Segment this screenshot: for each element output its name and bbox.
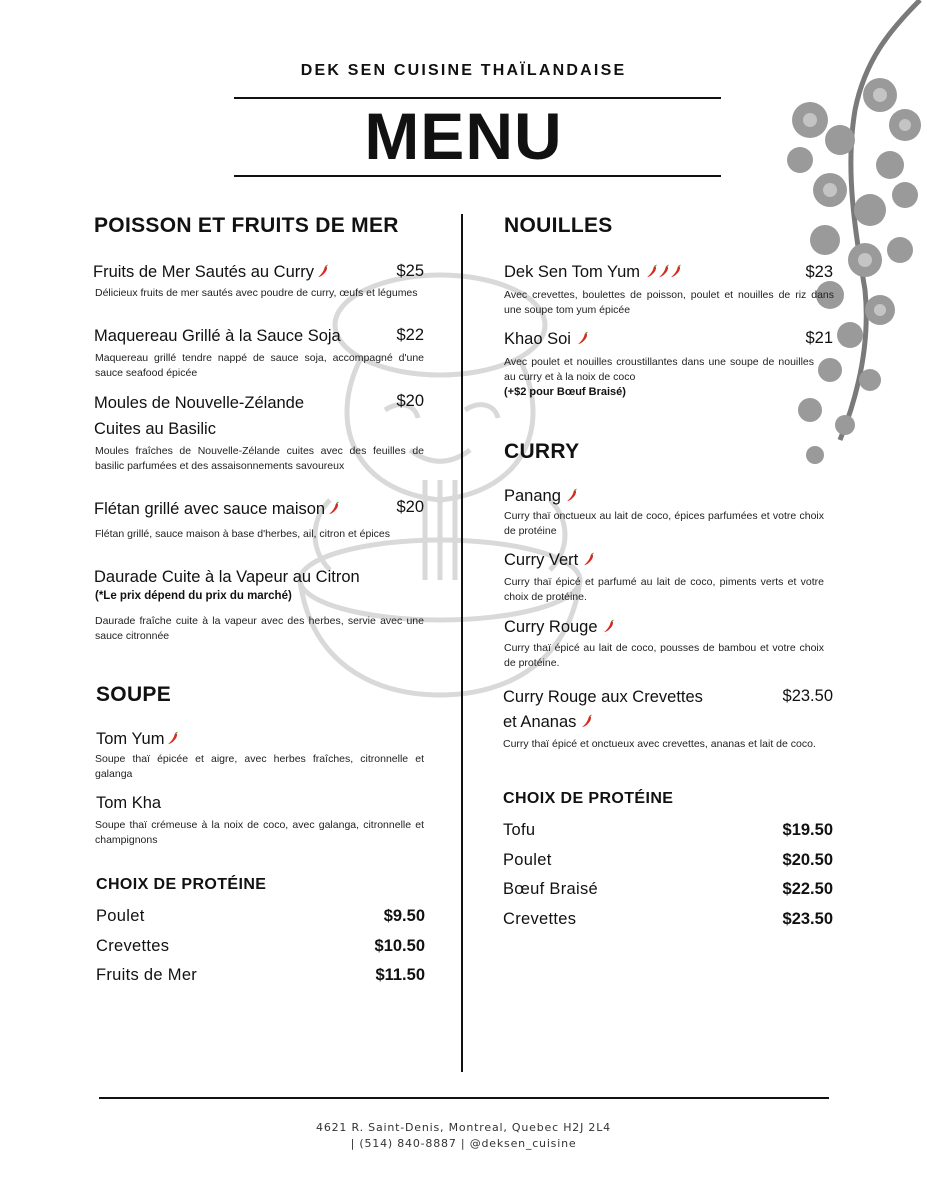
- menu-item-name: Curry Vert: [504, 547, 595, 573]
- menu-item-name: Fruits de Mer Sautés au Curry: [93, 259, 329, 285]
- menu-item-name: Tom Yum: [96, 726, 179, 752]
- section-title-noodles: NOUILLES: [504, 214, 613, 237]
- menu-item-description: Curry thaï épicé et onctueux avec crevettes, ananas et lait de coco.: [503, 738, 816, 750]
- protein-price: $22.50: [782, 880, 833, 898]
- menu-item-name: Curry Rouge: [504, 614, 615, 640]
- chili-icon: [603, 619, 615, 633]
- menu-item-description: Soupe thaï crémeuse à la noix de coco, avec galanga, citronnelle et champignons: [95, 819, 424, 846]
- menu-item-name: Curry Rouge aux Crevettes: [503, 688, 703, 706]
- menu-item-price: $25: [396, 262, 424, 280]
- menu-item-description: Moules fraîches de Nouvelle-Zélande cuites avec des feuilles de basilic parfumées et des assaisonnements savoureux: [95, 445, 424, 472]
- menu-item-name: Daurade Cuite à la Vapeur au Citron: [94, 568, 360, 586]
- menu-item-name: Flétan grillé avec sauce maison: [94, 496, 340, 522]
- menu-item-price: $23: [805, 263, 833, 281]
- chili-icon: [646, 264, 658, 278]
- menu-item-description: Soupe thaï épicée et aigre, avec herbes fraîches, citronnelle et galanga: [95, 753, 424, 780]
- protein-price: $10.50: [374, 937, 425, 955]
- protein-price: $19.50: [782, 821, 833, 839]
- menu-item-name: Tom Kha: [96, 794, 162, 812]
- protein-price: $23.50: [782, 910, 833, 928]
- footer-contact: | (514) 840-8887 | @deksen_cuisine: [350, 1137, 577, 1150]
- protein-choice-title: CHOIX DE PROTÉINE: [503, 790, 674, 807]
- protein-name: Poulet: [96, 907, 145, 925]
- menu-item-name: Panang: [504, 483, 578, 509]
- menu-item-description: Curry thaï épicé et parfumé au lait de coco, piments verts et votre choix de protéine.: [504, 576, 824, 603]
- section-title-seafood: POISSON ET FRUITS DE MER: [94, 214, 399, 237]
- menu-item-description: Daurade fraîche cuite à la vapeur avec des herbes, servie avec une sauce citronnée: [95, 615, 424, 642]
- menu-item-price: $20: [396, 392, 424, 410]
- menu-item-price: $20: [396, 498, 424, 516]
- protein-name: Crevettes: [503, 910, 577, 928]
- menu-item-name: Moules de Nouvelle-Zélande: [94, 394, 305, 412]
- menu-item-price: $23.50: [782, 687, 833, 705]
- beef-supplement-note: (+$2 pour Bœuf Braisé): [504, 386, 626, 398]
- menu-item-name: Maquereau Grillé à la Sauce Soja: [94, 327, 341, 345]
- chili-icon: [566, 488, 578, 502]
- protein-name: Fruits de Mer: [96, 966, 198, 984]
- menu-item-name: Cuites au Basilic: [94, 420, 216, 438]
- chili-icon: [577, 331, 589, 345]
- menu-item-description: Avec crevettes, boulettes de poisson, poulet et nouilles de riz dans une soupe tom yum épicée: [504, 289, 834, 316]
- restaurant-name: DEK SEN CUISINE THAÏLANDAISE: [300, 62, 627, 79]
- protein-price: $9.50: [383, 907, 425, 925]
- page-title: MENU: [364, 99, 563, 173]
- menu-item-description: Curry thaï épicé au lait de coco, pousses de bambou et votre choix de protéine.: [504, 642, 824, 669]
- protein-choice-title: CHOIX DE PROTÉINE: [96, 876, 267, 893]
- menu-item-description: Flétan grillé, sauce maison à base d'herbes, ail, citron et épices: [95, 528, 390, 540]
- menu-item-description: Avec poulet et nouilles croustillantes dans une soupe de nouilles au curry et à la noix de coco: [504, 356, 814, 383]
- menu-item-price: $22: [396, 326, 424, 344]
- chili-icon: [581, 714, 593, 728]
- footer-address: 4621 R. Saint-Denis, Montreal, Quebec H2J 2L4: [316, 1121, 611, 1134]
- column-divider: [461, 214, 463, 1072]
- section-title-curry: CURRY: [504, 440, 580, 463]
- footer-rule: [99, 1097, 829, 1099]
- chili-icon: [317, 264, 329, 278]
- protein-name: Tofu: [503, 821, 536, 839]
- protein-price: $20.50: [782, 851, 833, 869]
- menu-item-description: Délicieux fruits de mer sautés avec poudre de curry, œufs et légumes: [95, 287, 418, 299]
- menu-item-price: $21: [805, 329, 833, 347]
- chili-icon: [670, 264, 682, 278]
- chili-icon: [167, 731, 179, 745]
- menu-item-description: Maquereau grillé tendre nappé de sauce soja, accompagné d'une sauce seafood épicée: [95, 352, 424, 379]
- chili-icon: [658, 264, 670, 278]
- chili-icon: [583, 552, 595, 566]
- chili-icon: [328, 501, 340, 515]
- menu-item-description: Curry thaï onctueux au lait de coco, épices parfumées et votre choix de protéine: [504, 510, 824, 537]
- protein-name: Bœuf Braisé: [503, 880, 598, 898]
- protein-price: $11.50: [375, 966, 425, 984]
- market-price-note: (*Le prix dépend du prix du marché): [95, 590, 292, 602]
- menu-item-name: et Ananas: [503, 709, 593, 735]
- section-title-soup: SOUPE: [96, 683, 172, 706]
- protein-name: Crevettes: [96, 937, 170, 955]
- header-bottom-rule: [234, 175, 721, 177]
- menu-item-name: Dek Sen Tom Yum: [504, 259, 682, 285]
- menu-item-name: Khao Soi: [504, 326, 589, 352]
- protein-name: Poulet: [503, 851, 552, 869]
